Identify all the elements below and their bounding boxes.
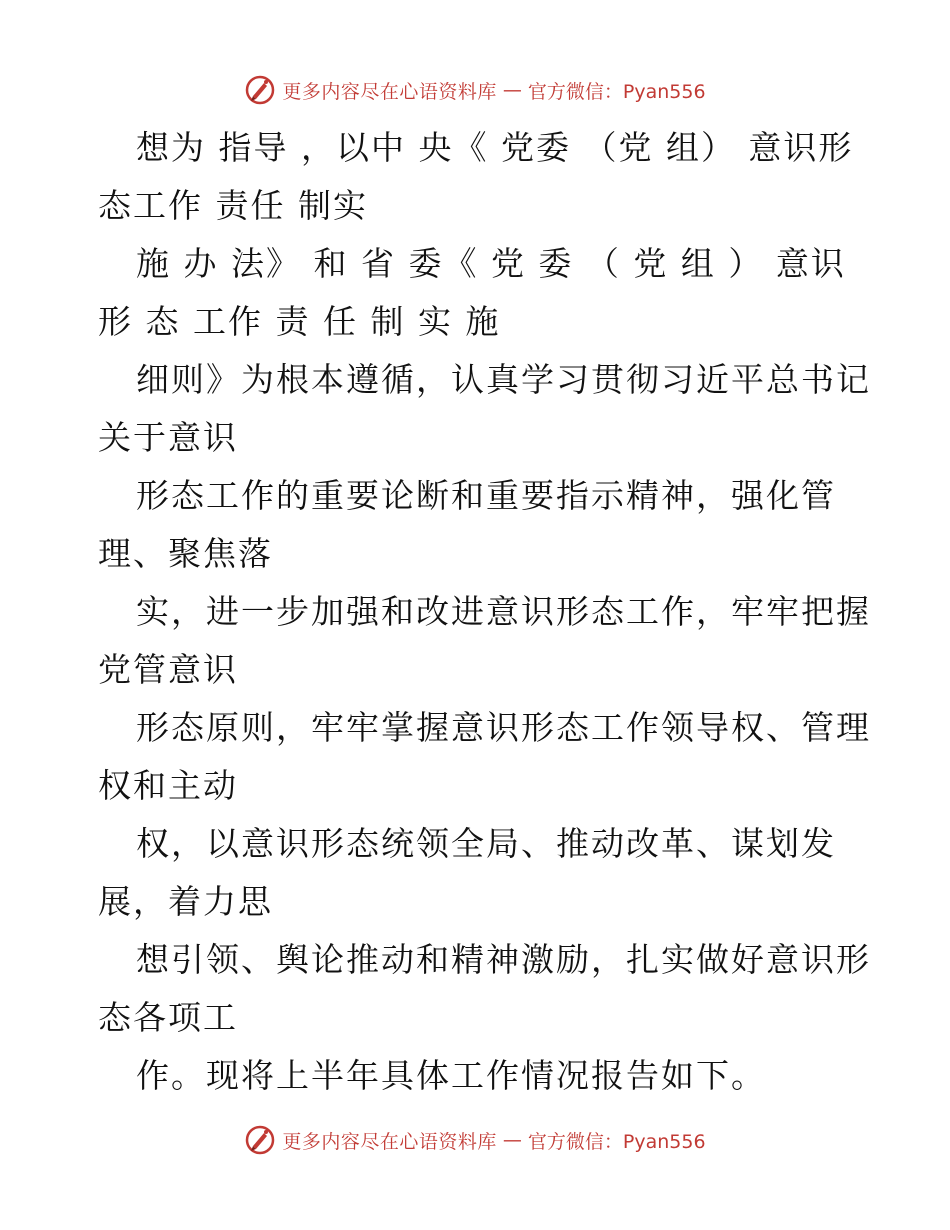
text-line: 权和主动 xyxy=(98,766,238,805)
text-line: 实，进一步加强和改进意识形态工作，牢牢把握 xyxy=(136,592,871,631)
watermark-text: 更多内容尽在心语资料库 xyxy=(282,80,497,103)
text-line: 形态原则，牢牢掌握意识形态工作领导权、管理 xyxy=(136,708,871,747)
text-line: 细则》为根本遵循，认真学习贯彻习近平总书记 xyxy=(136,360,871,399)
header-watermark xyxy=(0,70,950,110)
text-line: 形 态 工作 责 任 制 实 施 xyxy=(98,302,501,341)
text-line: 权，以意识形态统领全局、推动改革、谋划发 xyxy=(136,824,836,863)
text-line: 作。现将上半年具体工作情况报告如下。 xyxy=(136,1056,766,1095)
watermark-text: 更多内容尽在心语资料库 xyxy=(282,1130,497,1153)
text-line: 党管意识 xyxy=(98,650,238,689)
text-line: 施 办 法》 和 省 委《 党 委 （ 党 组 ） 意识 xyxy=(136,244,846,283)
text-line: 理、聚焦落 xyxy=(98,534,273,573)
text-line: 关于意识 xyxy=(98,418,238,457)
pen-logo-icon xyxy=(244,1124,276,1156)
footer-watermark xyxy=(0,1120,950,1160)
text-line: 形态工作的重要论断和重要指示精神，强化管 xyxy=(136,476,836,515)
watermark-wechat: 官方微信：Pyan556 xyxy=(527,80,706,103)
text-line: 态工作 责任 制实 xyxy=(98,186,368,225)
text-line: 展，着力思 xyxy=(98,882,273,921)
watermark-separator: — xyxy=(502,79,522,101)
watermark-wechat: 官方微信：Pyan556 xyxy=(527,1130,706,1153)
watermark-separator: — xyxy=(502,1129,522,1151)
text-line: 想为 指导 ，以中 央《 党委 （党 组） 意识形 xyxy=(136,128,854,167)
text-line: 想引领、舆论推动和精神激励，扎实做好意识形 xyxy=(136,940,871,979)
text-line: 态各项工 xyxy=(98,998,238,1037)
pen-logo-icon xyxy=(244,74,276,106)
